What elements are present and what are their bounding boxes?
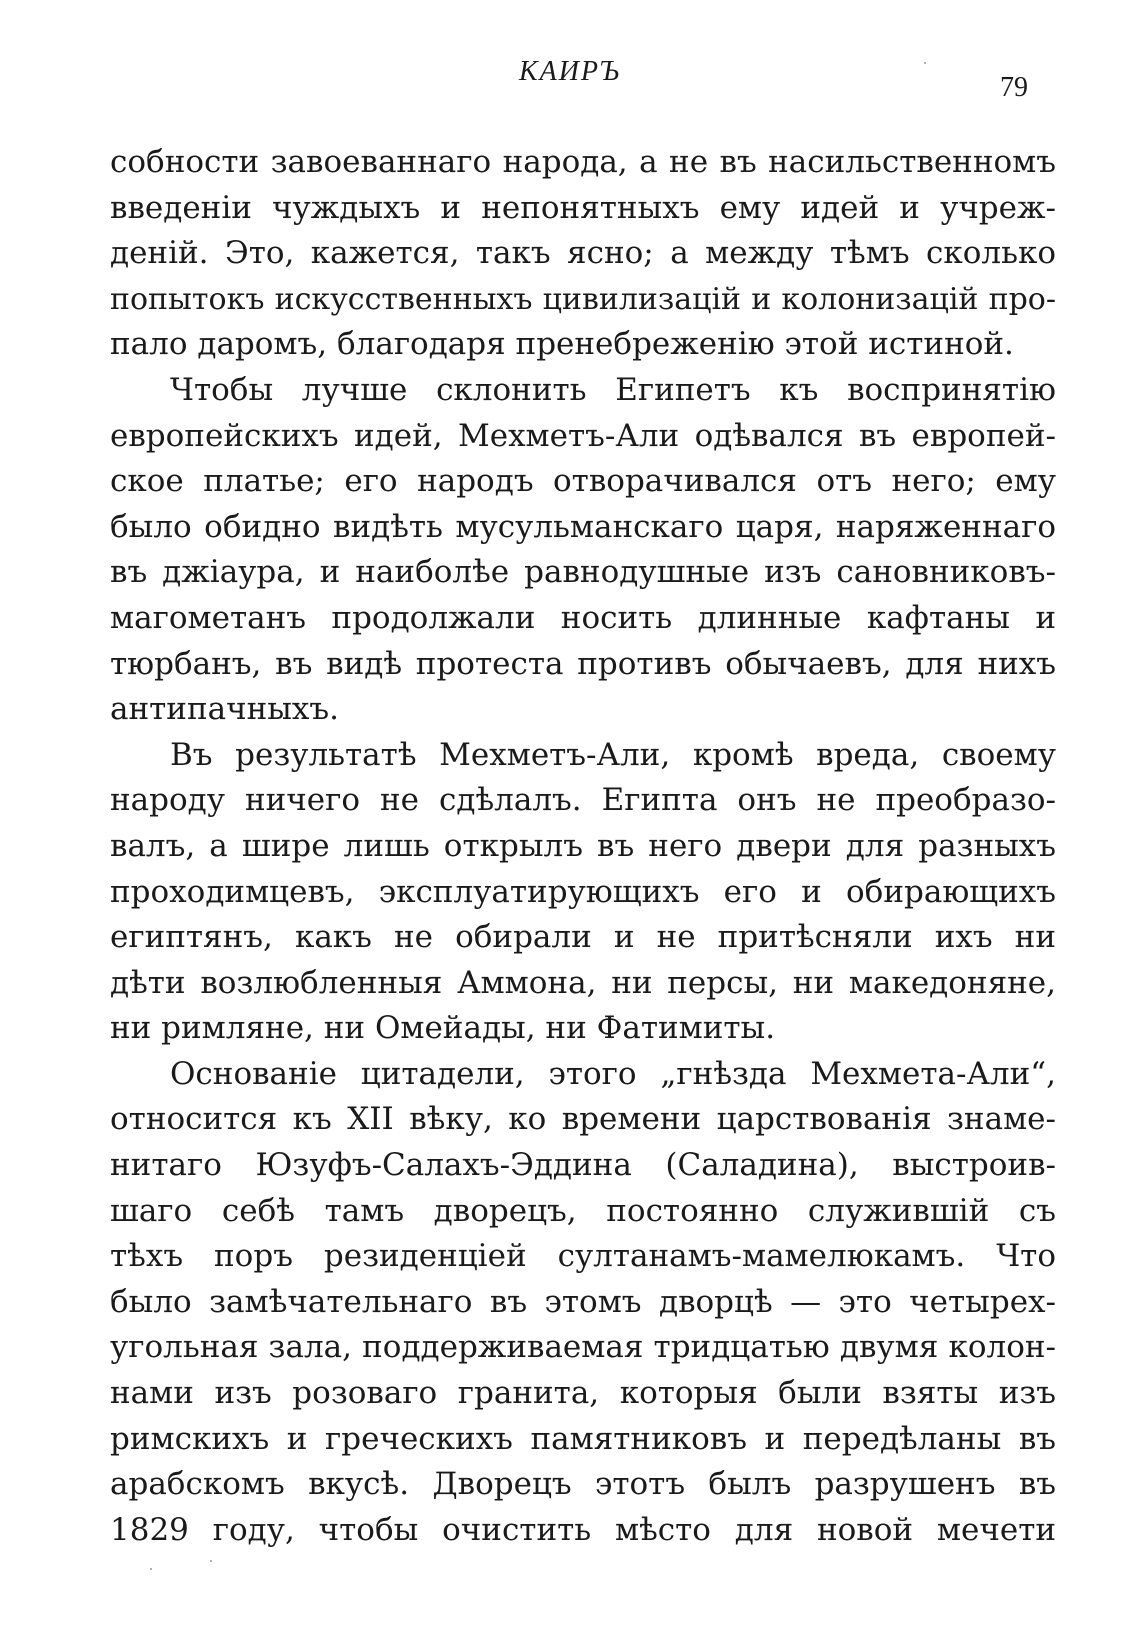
body-text (110, 140, 1056, 1553)
text-line: нитаго Юзуфъ-Салахъ-Эддина (Саладина), выстроив- (110, 1147, 1056, 1184)
paragraph (110, 140, 1056, 368)
paragraph (110, 368, 1056, 733)
text-line: валъ, а шире лишь открылъ въ него двери для разныхъ (110, 827, 1056, 864)
print-speck (924, 62, 926, 64)
text-line: Чтобы лучше склонить Египетъ къ воспринятію (170, 371, 1056, 408)
text-line: проходимцевъ, эксплуатирующихъ его и обирающихъ (110, 873, 1056, 910)
text-line: Основаніе цитадели, этого „гнѣзда Мехмета-Али“, (170, 1055, 1056, 1092)
running-head: КАИРЪ (519, 56, 621, 87)
text-line: арабскомъ вкусѣ. Дворецъ этотъ былъ разрушенъ въ (110, 1466, 1056, 1503)
text-line: европейскихъ идей, Мехметъ-Али одѣвался въ европей- (110, 417, 1056, 454)
text-line: попытокъ искусственныхъ цивилизацій и колонизацій про- (110, 281, 1056, 317)
paragraph (110, 1052, 1056, 1554)
page-number: 79 (1000, 72, 1028, 103)
text-line: собности завоеваннаго народа, а не въ насильственномъ (110, 144, 1056, 180)
text-line: шаго себѣ тамъ дворецъ, постоянно служившій съ (110, 1192, 1056, 1229)
text-line: въ джіаура, и наиболѣе равнодушные изъ сановниковъ- (110, 554, 1056, 591)
text-line: тѣхъ поръ резиденціей султанамъ-мамелюкамъ. Что (110, 1238, 1056, 1275)
text-line: было замѣчательнаго въ этомъ дворцѣ — это четырех- (110, 1283, 1056, 1320)
text-line: 1829 году, чтобы очистить мѣсто для новой мечети (110, 1511, 1056, 1548)
text-line: угольная зала, поддерживаемая тридцатью двумя колон- (110, 1329, 1056, 1366)
text-line: магометанъ продолжали носить длинные кафтаны и (110, 599, 1056, 636)
text-line: было обидно видѣть мусульманскаго царя, наряженнаго (110, 508, 1056, 545)
text-line: антипачныхъ. (110, 691, 339, 728)
text-line: нами изъ розоваго гранита, которыя были взяты изъ (110, 1375, 1056, 1412)
text-line: Въ результатѣ Мехметъ-Али, кромѣ вреда, своему (170, 736, 1056, 773)
text-line: египтянъ, какъ не обирали и не притѣсняли ихъ ни (110, 919, 1056, 956)
text-line: тюрбанъ, въ видѣ протеста противъ обычаевъ, для нихъ (110, 645, 1056, 682)
text-line: относится къ XII вѣку, ко времени царствованія знаме- (110, 1101, 1056, 1138)
text-line: введеніи чуждыхъ и непонятныхъ ему идей и учреж- (110, 189, 1056, 226)
print-speck (210, 1560, 212, 1562)
text-line: ни римляне, ни Омейады, ни Фатимиты. (110, 1010, 776, 1047)
paragraph (110, 733, 1056, 1052)
text-line: народу ничего не сдѣлалъ. Египта онъ не преобразо- (110, 782, 1056, 819)
text-line: деній. Это, кажется, такъ ясно; а между тѣмъ сколько (110, 235, 1056, 272)
text-line: римскихъ и греческихъ памятниковъ и передѣланы въ (110, 1420, 1056, 1457)
text-line: пало даромъ, благодаря пренебреженію этой истиной. (110, 326, 1014, 363)
print-speck (150, 1568, 152, 1570)
text-line: ское платье; его народъ отворачивался отъ него; ему (110, 463, 1056, 500)
text-line: дѣти возлюбленныя Аммона, ни персы, ни македоняне, (110, 964, 1056, 1001)
